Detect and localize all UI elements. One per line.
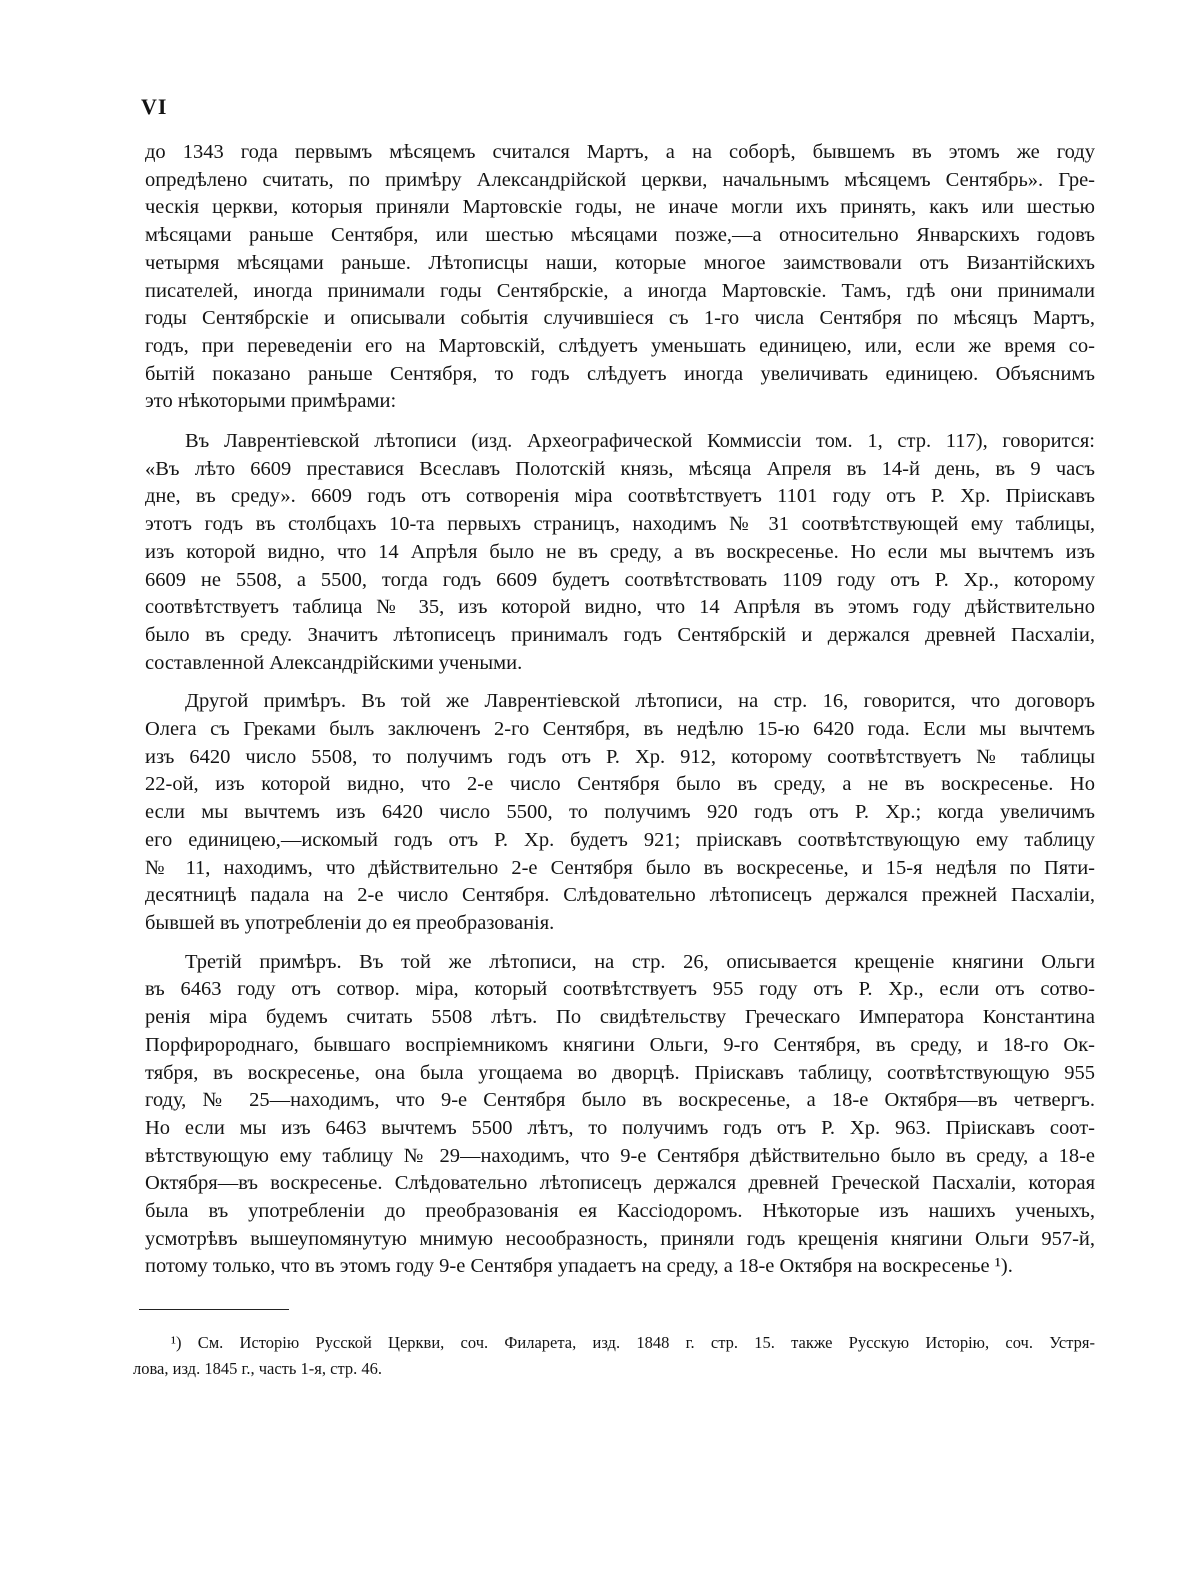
text-line: 6609 не 5508, а 5500, тогда годъ 6609 будетъ соотвѣтствовать 1109 году отъ Р. Хр., которому [145,568,1095,591]
footnote-line: лова, изд. 1845 г., часть 1-я, стр. 46. [133,1359,382,1379]
text-line: ческія церкви, которыя приняли Мартовскіе годы, не иначе могли ихъ принять, какъ или шестью [145,196,1095,219]
text-line: усмотрѣвъ вышеупомянутую мнимую несообразность, приняли годъ крещенія княгини Ольги 957-й, [145,1227,1095,1250]
text-line: годы Сентябрскіе и описывали событія случившіеся съ 1-го числа Сентября по мѣсяцъ Мартъ, [145,307,1095,330]
text-line: соотвѣтствуетъ таблица № 35, изъ которой видно, что 14 Апрѣля въ этомъ году дѣйствительно [145,596,1095,619]
text-line: потому только, что въ этомъ году 9-е Сентября упадаетъ на среду, а 18-е Октября на воскресенье ¹). [145,1255,1013,1278]
text-line: было въ среду. Значитъ лѣтописецъ принималъ годъ Сентябрскій и держался древней Пасхаліи, [145,623,1095,646]
text-line: бытій показано раньше Сентября, то годъ слѣдуетъ иногда увеличивать единицею. Объяснимъ [145,362,1095,385]
text-line: Октября—въ воскресенье. Слѣдовательно лѣтописецъ держался древней Греческой Пасхаліи, которая [145,1172,1095,1195]
text-line: 22-ой, изъ которой видно, что 2-е число Сентября было въ среду, а не въ воскресенье. Но [145,773,1095,796]
paragraph-third-example [145,949,1095,1281]
text-line: четырмя мѣсяцами раньше. Лѣтописцы наши, которые многое заимствовали отъ Византійскихъ [145,251,1095,274]
book-page [133,94,1095,1382]
page-number: VI [141,94,168,119]
text-line: Но если мы изъ 6463 вычтемъ 5500 лѣтъ, то получимъ годъ отъ Р. Хр. 963. Пріискавъ соот- [145,1116,1095,1139]
text-line: Порфиророднаго, бывшаго воспріемникомъ княгини Ольги, 9-го Сентября, въ среду, и 18-го Ок- [145,1033,1095,1056]
text-line: десятницѣ падала на 2-е число Сентября. Слѣдовательно лѣтописецъ держался прежней Пасхаліи, [145,884,1095,907]
text-line: мѣсяцами раньше Сентября, или шестью мѣсяцами позже,—а относительно Январскихъ годовъ [145,224,1095,247]
text-line: Другой примѣръ. Въ той же Лаврентіевской лѣтописи, на стр. 16, говорится, что договоръ [185,690,1095,713]
text-line: № 11, находимъ, что дѣйствительно 2-е Сентября было въ воскресенье, и 15-я недѣля по Пяти- [145,856,1095,879]
text-line: дне, въ среду». 6609 годъ отъ сотворенія міра соотвѣтствуетъ 1101 году отъ Р. Хр. Пріискавъ [145,485,1095,508]
text-line: до 1343 года первымъ мѣсяцемъ считался Мартъ, а на соборѣ, бывшемъ въ этомъ же году [145,141,1095,163]
footnote-line: ¹) См. Исторію Русской Церкви, соч. Филарета, изд. 1848 г. стр. 15. также Русскую Исторію, соч. Устря- [171,1333,1095,1353]
text-line: тября, въ воскресенье, она была угощаема во дворцѣ. Пріискавъ таблицу, соотвѣтствующую 955 [145,1061,1095,1084]
text-line: его единицею,—искомый годъ отъ Р. Хр. будетъ 921; пріискавъ соотвѣтствующую ему таблицу [145,828,1095,851]
text-line: писателей, иногда принимали годы Сентябрскіе, а иногда Мартовскіе. Тамъ, гдѣ они принимали [145,279,1095,302]
text-line: этотъ годъ въ столбцахъ 10-та первыхъ страницъ, находимъ № 31 соотвѣтствующей ему таблицы, [145,513,1095,536]
text-line: изъ 6420 число 5508, то получимъ годъ отъ Р. Хр. 912, которому соотвѣтствуетъ № таблицы [145,745,1095,768]
paragraph-first-example [145,428,1095,677]
text-line: Олега съ Греками былъ заключенъ 2-го Сентября, въ недѣлю 15-ю 6420 года. Если мы вычтемъ [145,718,1095,741]
text-line: это нѣкоторыми примѣрами: [145,390,397,413]
paragraph-second-example [145,688,1095,937]
paragraph-calendar-intro [145,139,1095,416]
text-line: опредѣлено считать, по примѣру Александрійской церкви, начальнымъ мѣсяцемъ Сентябрь». Гре- [145,168,1095,191]
text-line: годъ, при переведеніи его на Мартовскій, слѣдуетъ уменьшать единицею, или, если же время со- [145,334,1095,357]
footnote-divider [139,1309,289,1310]
text-line: Въ Лаврентіевской лѣтописи (изд. Археографической Коммиссіи том. 1, стр. 117), говорится: [185,430,1095,453]
text-line: году, № 25—находимъ, что 9-е Сентября было въ воскресенье, а 18-е Октября—въ четвергъ. [145,1089,1095,1112]
text-line: Третій примѣръ. Въ той же лѣтописи, на стр. 26, описывается крещеніе княгини Ольги [185,950,1095,973]
text-line: составленной Александрійскими учеными. [145,651,523,674]
text-line: изъ которой видно, что 14 Апрѣля было не въ среду, а въ воскресенье. Но если мы вычтемъ изъ [145,540,1095,563]
text-line: если мы вычтемъ изъ 6420 число 5500, то получимъ 920 годъ отъ Р. Хр.; когда увеличимъ [145,801,1095,824]
text-line: въ 6463 году отъ сотвор. міра, который соотвѣтствуетъ 955 году отъ Р. Хр., если отъ сотво- [145,978,1095,1001]
footnote [133,1330,1095,1382]
text-line: была въ употребленіи до преобразованія ея Кассіодоромъ. Нѣкоторые изъ нашихъ ученыхъ, [145,1200,1095,1223]
text-line: бывшей въ употребленіи до ея преобразованія. [145,911,555,934]
text-line: ренія міра будемъ считать 5508 лѣтъ. По свидѣтельству Греческаго Императора Константина [145,1006,1095,1029]
text-line: «Въ лѣто 6609 преставися Всеславъ Полотскій князь, мѣсяца Апреля въ 14-й день, въ 9 часъ [145,457,1095,480]
text-line: вѣтствующую ему таблицу № 29—находимъ, что 9-е Сентября дѣйствительно было въ среду, а 18-е [145,1144,1095,1167]
